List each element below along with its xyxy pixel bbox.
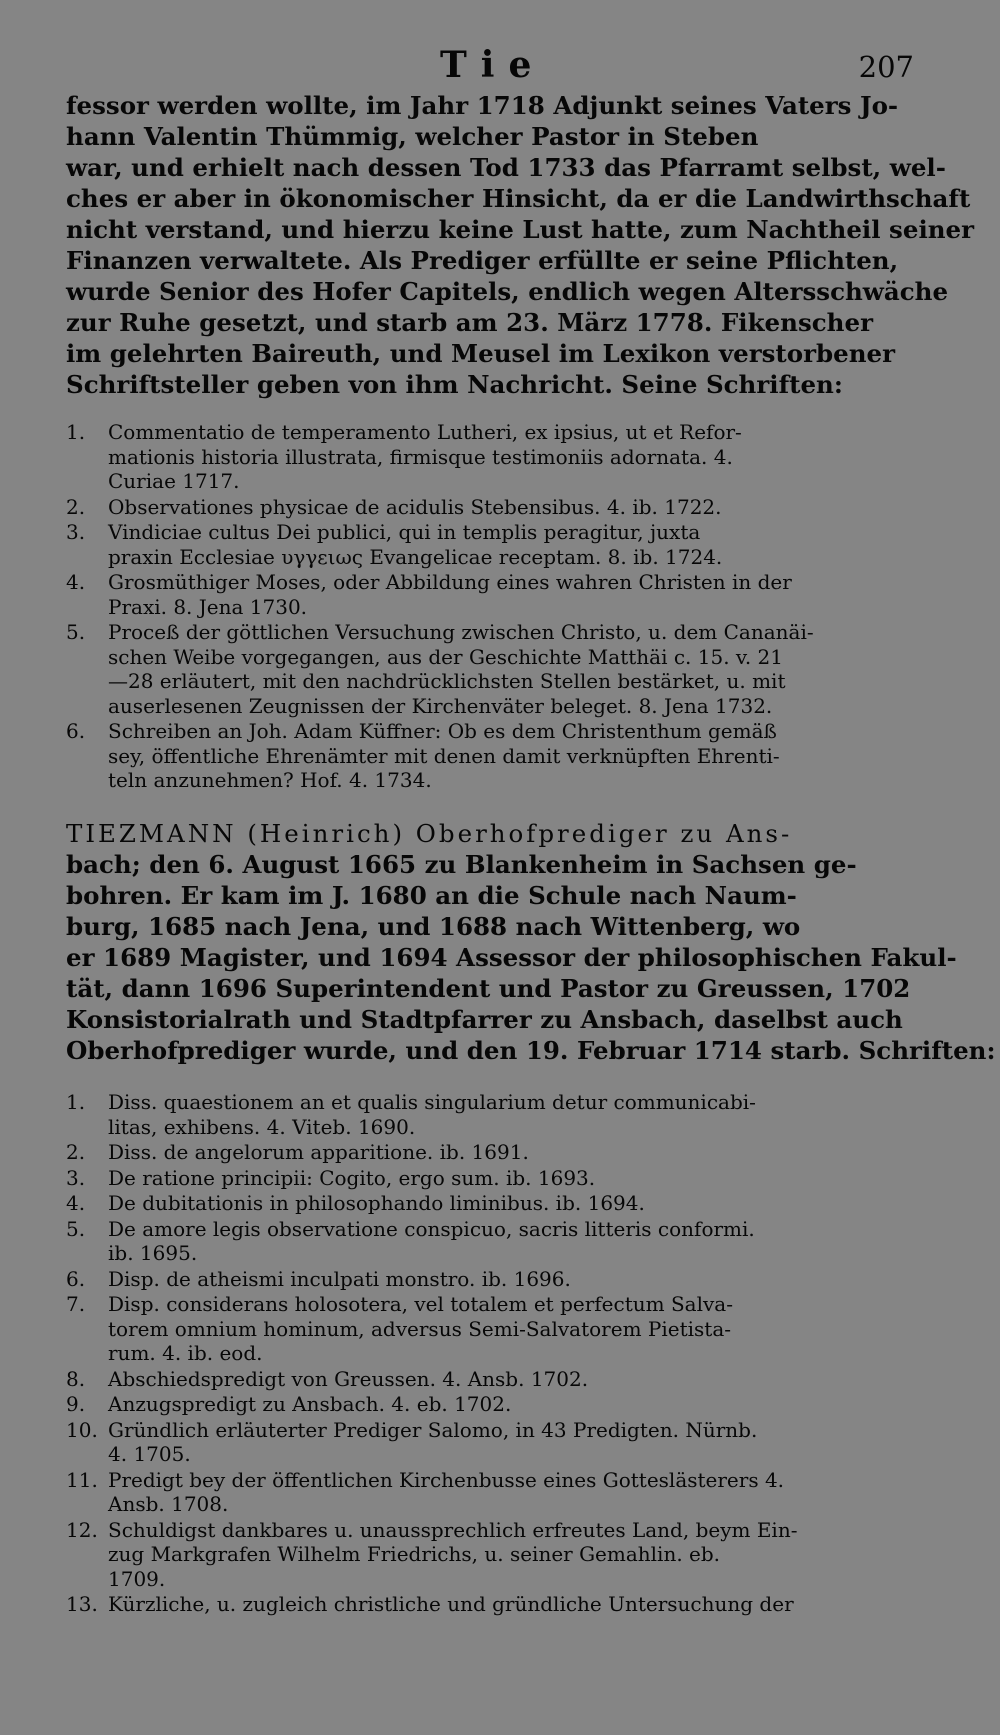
text-line: 1709. [108, 1566, 166, 1591]
page-number: 207 [858, 50, 914, 84]
item-number: 8. [66, 1366, 86, 1391]
list-item [66, 1418, 882, 1467]
text-line: Disp. considerans holosotera, vel totalem et perfectum Salva- [108, 1292, 733, 1316]
text-line: Proceß der göttlichen Versuchung zwischen Christo, u. dem Cananäi- [108, 620, 814, 644]
list-item [66, 1140, 882, 1165]
item-number: 5. [66, 1216, 86, 1241]
text-line: teln anzunehmen? Hof. 4. 1734. [108, 768, 432, 792]
item-number: 6. [66, 1266, 86, 1291]
text-line: schen Weibe vorgegangen, aus der Geschichte Matthäi c. 15. v. 21 [108, 644, 784, 669]
list-item [66, 1468, 882, 1517]
list-item [66, 1592, 882, 1617]
text-line: Ansb. 1708. [108, 1492, 229, 1516]
works-list [66, 420, 882, 794]
text-line: bach; den 6. August 1665 zu Blankenheim in Sachsen ge- [66, 850, 857, 879]
text-line: torem omnium hominum, adversus Semi-Salvatorem Pietista- [108, 1316, 731, 1341]
text-line: Grosmüthiger Moses, oder Abbildung eines wahren Christen in der [108, 570, 792, 594]
text-line: war, und erhielt nach dessen Tod 1733 das Pfarramt selbst, wel- [66, 153, 946, 182]
text-line: tät, dann 1696 Superintendent und Pastor zu Greussen, 1702 [66, 974, 911, 1003]
item-number: 9. [66, 1392, 86, 1416]
text-line: Observationes physicae de acidulis Stebensibus. 4. ib. 1722. [108, 494, 722, 519]
entry-tiezmann-paragraph [66, 818, 996, 1066]
text-line: Diss. quaestionem an et qualis singularium detur communicabi- [108, 1090, 756, 1114]
text-line: sey, öffentliche Ehrenämter mit denen damit verknüpften Ehrenti- [108, 743, 780, 768]
text-line: wurde Senior des Hofer Capitels, endlich wegen Altersschwäche [66, 277, 949, 306]
running-head: Tie [440, 44, 546, 86]
list-item [66, 1090, 882, 1139]
text-line: ches er aber in ökonomischer Hinsicht, da er die Landwirthschaft [66, 184, 971, 213]
text-line: praxin Ecclesiae υγγειως Evangelicae receptam. 8. ib. 1724. [108, 544, 723, 569]
item-number: 4. [66, 570, 86, 594]
text-line: Diss. de angelorum apparitione. ib. 1691. [108, 1140, 529, 1164]
text-line: Vindiciae cultus Dei publici, qui in templis peragitur, juxta [108, 520, 701, 544]
item-number: 2. [66, 1140, 86, 1164]
text-line: Kürzliche, u. zugleich christliche und gründliche Untersuchung der [108, 1592, 794, 1616]
item-number: 4. [66, 1191, 86, 1215]
text-line: Curiae 1717. [108, 469, 240, 493]
list-item [66, 1217, 882, 1266]
text-line: bohren. Er kam im J. 1680 an die Schule nach Naum- [66, 881, 797, 910]
entry-heading-line: TIEZMANN (Heinrich) Oberhofprediger zu Ans- [66, 819, 793, 848]
item-number: 5. [66, 620, 86, 644]
list-item [66, 620, 882, 718]
item-number: 6. [66, 719, 86, 743]
item-number: 13. [66, 1592, 98, 1616]
item-number: 12. [66, 1517, 98, 1542]
text-line: zug Markgrafen Wilhelm Friedrichs, u. seiner Gemahlin. eb. [108, 1542, 721, 1566]
list-item [66, 1392, 882, 1417]
text-line: Predigt bey der öffentlichen Kirchenbusse eines Gotteslästerers 4. [108, 1467, 785, 1492]
text-line: rum. 4. ib. eod. [108, 1341, 263, 1365]
list-item [66, 1367, 882, 1392]
text-line: zur Ruhe gesetzt, und starb am 23. März 1778. Fikenscher [66, 308, 873, 337]
list-item [66, 570, 882, 619]
text-line: fessor werden wollte, im Jahr 1718 Adjunkt seines Vaters Jo- [66, 91, 899, 120]
list-item [66, 520, 882, 569]
item-number: 10. [66, 1417, 98, 1442]
item-number: 1. [66, 420, 86, 444]
list-item [66, 719, 882, 793]
item-number: 3. [66, 1165, 86, 1190]
list-item [66, 1267, 882, 1292]
list-item [66, 495, 882, 520]
text-line: —28 erläutert, mit den nachdrücklichsten Stellen bestärket, u. mit [108, 669, 786, 693]
text-line: Oberhofprediger wurde, und den 19. Februar 1714 starb. Schriften: [66, 1036, 996, 1065]
text-line: ib. 1695. [108, 1241, 198, 1265]
text-line: De amore legis observatione conspicuo, sacris litteris conformi. [108, 1216, 755, 1241]
text-line: litas, exhibens. 4. Viteb. 1690. [108, 1114, 416, 1139]
text-line: er 1689 Magister, und 1694 Assessor der philosophischen Fakul- [66, 943, 957, 972]
entry-continuation-paragraph [66, 90, 975, 400]
text-line: De dubitationis in philosophando liminibus. ib. 1694. [108, 1191, 645, 1215]
text-line: Commentatio de temperamento Lutheri, ex ipsius, ut et Refor- [108, 420, 742, 444]
text-line: Schreiben an Joh. Adam Küffner: Ob es dem Christenthum gemäß [108, 719, 777, 743]
item-number: 7. [66, 1292, 86, 1316]
text-line: mationis historia illustrata, firmisque testimoniis adornata. 4. [108, 444, 733, 469]
list-item [66, 1518, 882, 1592]
text-line: Schuldigst dankbares u. unaussprechlich erfreutes Land, beym Ein- [108, 1517, 798, 1542]
item-number: 2. [66, 494, 86, 519]
text-line: Praxi. 8. Jena 1730. [108, 594, 308, 619]
text-line: Anzugspredigt zu Ansbach. 4. eb. 1702. [108, 1392, 512, 1416]
text-line: 4. 1705. [108, 1442, 191, 1466]
list-item [66, 1191, 882, 1216]
page-header [60, 44, 914, 86]
text-line: Gründlich erläuterter Prediger Salomo, in 43 Predigten. Nürnb. [108, 1417, 758, 1442]
text-line: nicht verstand, und hierzu keine Lust hatte, zum Nachtheil seiner [66, 215, 975, 244]
text-line: im gelehrten Baireuth, und Meusel im Lexikon verstorbener [66, 339, 896, 368]
item-number: 3. [66, 520, 86, 544]
item-number: 11. [66, 1467, 98, 1492]
text-line: burg, 1685 nach Jena, und 1688 nach Wittenberg, wo [66, 912, 801, 941]
text-line: hann Valentin Thümmig, welcher Pastor in Steben [66, 122, 759, 151]
list-item [66, 1292, 882, 1366]
works-list [66, 1090, 882, 1618]
text-line: De ratione principii: Cogito, ergo sum. ib. 1693. [108, 1165, 596, 1190]
list-item [66, 420, 882, 494]
text-line: Abschiedspredigt von Greussen. 4. Ansb. 1702. [108, 1366, 589, 1391]
text-line: Disp. de atheismi inculpati monstro. ib. 1696. [108, 1266, 571, 1291]
list-item [66, 1166, 882, 1191]
text-line: auserlesenen Zeugnissen der Kirchenväter beleget. 8. Jena 1732. [108, 693, 773, 718]
text-line: Konsistorialrath und Stadtpfarrer zu Ansbach, daselbst auch [66, 1005, 903, 1034]
text-line: Schriftsteller geben von ihm Nachricht. Seine Schriften: [66, 370, 843, 399]
text-line: Finanzen verwaltete. Als Prediger erfüllte er seine Pflichten, [66, 246, 899, 275]
item-number: 1. [66, 1090, 86, 1114]
